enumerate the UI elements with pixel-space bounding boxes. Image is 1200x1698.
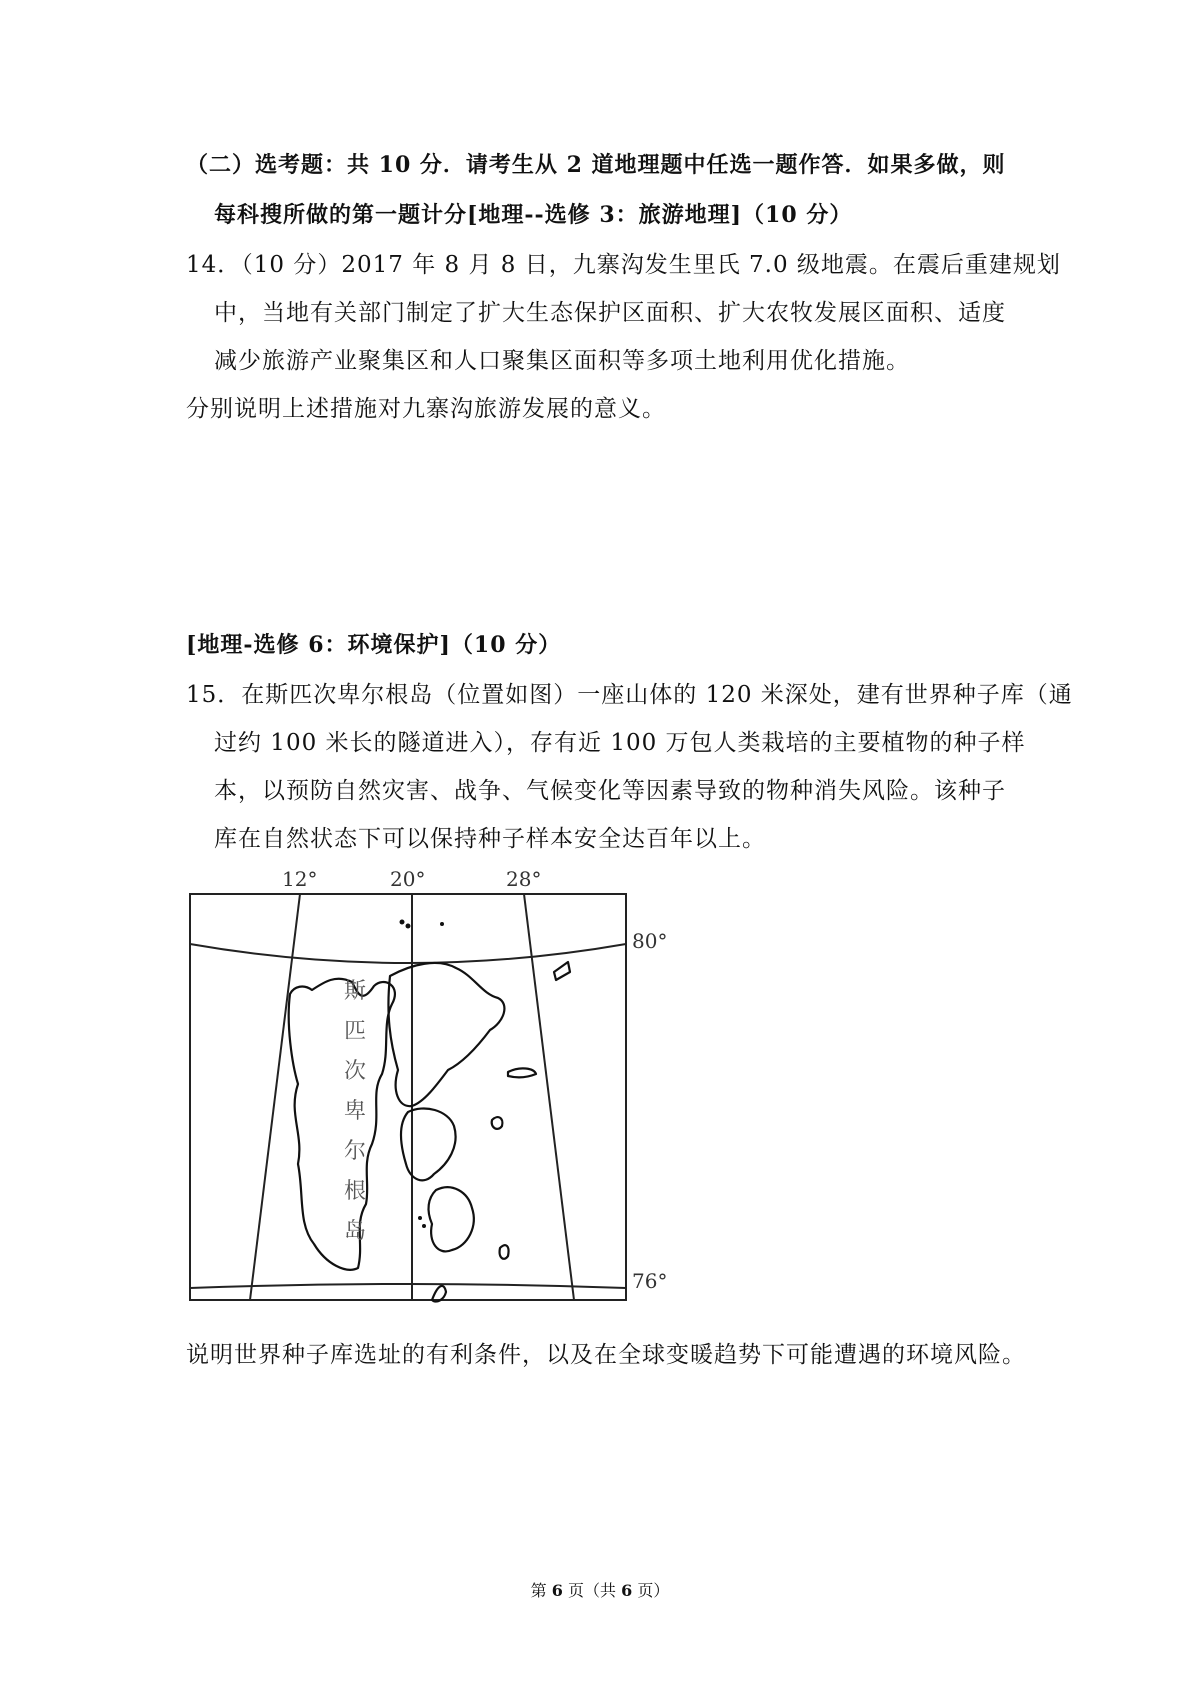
islet-dot — [440, 922, 444, 926]
q14-line1: 14．（10 分）2017 年 8 月 8 日，九寨沟发生里氏 7.0 级地震。在震后重建规划 — [186, 252, 1061, 278]
lat-label-76: 76° — [632, 1269, 668, 1293]
latitude-80-line — [190, 944, 626, 963]
island-name-char: 匹 — [344, 1019, 367, 1044]
q14-line2: 中，当地有关部门制定了扩大生态保护区面积、扩大农牧发展区面积、适度 — [214, 300, 1006, 326]
latitude-76-line — [190, 1284, 626, 1288]
lon-label-12: 12° — [282, 867, 318, 891]
islet-dot — [422, 1224, 426, 1228]
islet-dot — [418, 1216, 422, 1220]
q14-line3: 减少旅游产业聚集区和人口聚集区面积等多项土地利用优化措施。 — [214, 348, 910, 374]
footer-page-number: 6 — [551, 1581, 563, 1600]
islet-dot — [406, 924, 411, 929]
kvitoya-outline — [554, 962, 570, 980]
lat-label-80: 80° — [632, 929, 668, 953]
island-name-char: 岛 — [344, 1219, 367, 1244]
q15-line3: 本，以预防自然灾害、战争、气候变化等因素导致的物种消失风险。该种子 — [214, 778, 1006, 804]
island-name-char: 根 — [344, 1179, 367, 1204]
lon-label-28: 28° — [506, 867, 542, 891]
island-name-char: 斯 — [344, 979, 367, 1004]
q15-line1: 15．在斯匹次卑尔根岛（位置如图）一座山体的 120 米深处，建有世界种子库（通 — [186, 682, 1073, 708]
islet-dot — [400, 920, 405, 925]
spitsbergen-island-outline — [289, 979, 395, 1270]
q15-line4: 库在自然状态下可以保持种子样本安全达百年以上。 — [214, 826, 766, 852]
kong-karls-land-outline — [508, 1068, 536, 1077]
q14-question: 分别说明上述措施对九寨沟旅游发展的意义。 — [186, 396, 666, 422]
q15-question: 说明世界种子库选址的有利条件，以及在全球变暖趋势下可能遭遇的环境风险。 — [186, 1342, 1026, 1368]
footer-total-pages: 6 — [621, 1581, 633, 1600]
map-frame — [190, 894, 626, 1300]
footer-prefix: 第 — [530, 1581, 552, 1600]
edgeoya-outline — [429, 1187, 474, 1251]
nordaustlandet-outline — [388, 963, 504, 1106]
section2-header-line2: 每科搜所做的第一题计分[地理--选修 3：旅游地理]（10 分） — [214, 202, 853, 228]
lon-label-20: 20° — [390, 867, 426, 891]
svalbard-map — [186, 864, 706, 1334]
footer-middle: 页（共 — [562, 1581, 622, 1600]
footer-suffix: 页） — [632, 1581, 670, 1600]
island-name-char: 卑 — [344, 1099, 367, 1124]
island-name-char: 尔 — [344, 1139, 367, 1164]
page-footer — [0, 1578, 1200, 1601]
small-island-east-outline — [492, 1117, 503, 1129]
section2-header-line1: （二）选考题：共 10 分．请考生从 2 道地理题中任选一题作答．如果多做，则 — [186, 152, 1006, 178]
barentsoya-outline — [401, 1108, 456, 1180]
island-name-char: 次 — [344, 1059, 367, 1084]
q15-line2: 过约 100 米长的隧道进入），存有近 100 万包人类栽培的主要植物的种子样 — [214, 730, 1026, 756]
hopen-outline — [500, 1245, 509, 1259]
section-env-header: [地理-选修 6：环境保护]（10 分） — [186, 632, 562, 658]
